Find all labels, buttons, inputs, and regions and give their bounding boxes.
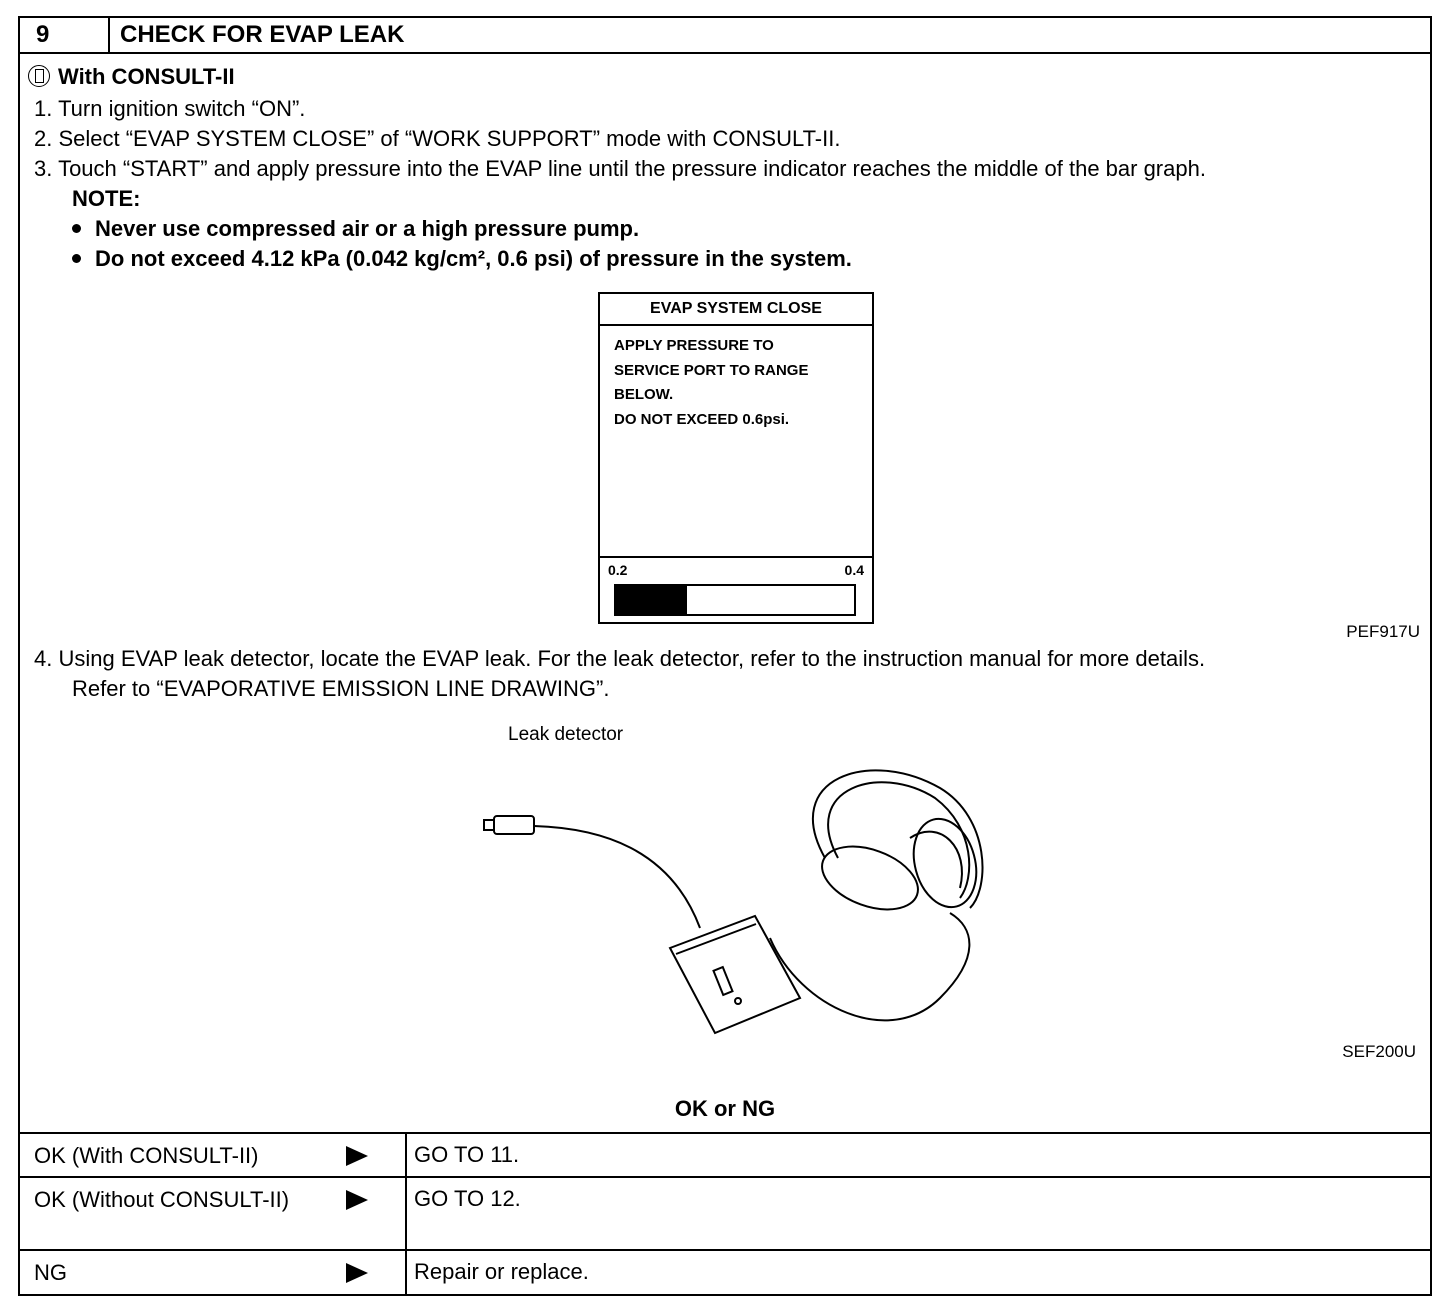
pressure-bar-graph: [600, 556, 872, 622]
screen-message: APPLY PRESSURE TO SERVICE PORT TO RANGE BELOW. DO NOT EXCEED 0.6psi.: [614, 337, 809, 428]
probe-icon: [484, 816, 700, 928]
arrow-right-icon: [346, 1146, 368, 1166]
bar-fill: [616, 586, 687, 614]
divider: [108, 18, 110, 52]
note-2: Do not exceed 4.12 kPa (0.042 kg/cm², 0.6 psi) of pressure in the system.: [72, 246, 852, 272]
consult-screen-figure: [598, 292, 874, 624]
headphones-icon: [813, 770, 986, 921]
step-3: 3. Touch “START” and apply pressure into the EVAP line until the pressure indicator reaches the middle of the bar graph.: [34, 156, 1206, 181]
note-1: Never use compressed air or a high pressure pump.: [72, 216, 639, 242]
bar-min-label: 0.2: [608, 562, 628, 578]
figure-code-2: SEF200U: [1342, 1042, 1416, 1061]
step-4-ref: Refer to “EVAPORATIVE EMISSION LINE DRAWING”.: [72, 676, 610, 701]
bullet-icon: [72, 254, 81, 263]
table-row: [20, 1249, 1430, 1295]
step-2: 2. Select “EVAP SYSTEM CLOSE” of “WORK SUPPORT” mode with CONSULT-II.: [34, 126, 841, 151]
action: GO TO 11.: [414, 1142, 520, 1167]
action: GO TO 12.: [414, 1186, 521, 1211]
arrow-right-icon: [346, 1190, 368, 1210]
step-number: 9: [36, 21, 50, 48]
cable: [770, 913, 969, 1020]
step-4: 4. Using EVAP leak detector, locate the EVAP leak. For the leak detector, refer to the instruction manual for more details.: [34, 646, 1206, 671]
bullet-icon: [72, 224, 81, 233]
table-row: [20, 1132, 1430, 1176]
detector-unit-icon: [670, 916, 800, 1033]
bar-max-label: 0.4: [844, 562, 864, 578]
condition: NG: [34, 1260, 67, 1285]
figure-label: Leak detector: [508, 724, 624, 745]
condition: OK (Without CONSULT-II): [34, 1187, 290, 1212]
step-header: [20, 18, 1430, 54]
bar-track: [614, 584, 856, 616]
consult-icon: [28, 65, 50, 87]
ok-or-ng-heading: OK or NG: [674, 1096, 776, 1121]
step-1: 1. Turn ignition switch “ON”.: [34, 96, 306, 121]
leak-detector-illustration: [470, 748, 990, 1068]
screen-title: EVAP SYSTEM CLOSE: [600, 294, 872, 326]
note-label: NOTE:: [72, 186, 141, 211]
action: Repair or replace.: [414, 1259, 589, 1284]
table-row: [20, 1176, 1430, 1249]
consult-heading-text: With CONSULT-II: [58, 64, 235, 89]
figure-code: PEF917U: [1346, 622, 1420, 641]
results-table: [20, 1132, 1430, 1295]
consult-heading: [28, 64, 235, 90]
procedure-box: [18, 16, 1432, 1296]
step-title: CHECK FOR EVAP LEAK: [120, 21, 405, 48]
arrow-right-icon: [346, 1263, 368, 1283]
condition: OK (With CONSULT-II): [34, 1143, 259, 1168]
